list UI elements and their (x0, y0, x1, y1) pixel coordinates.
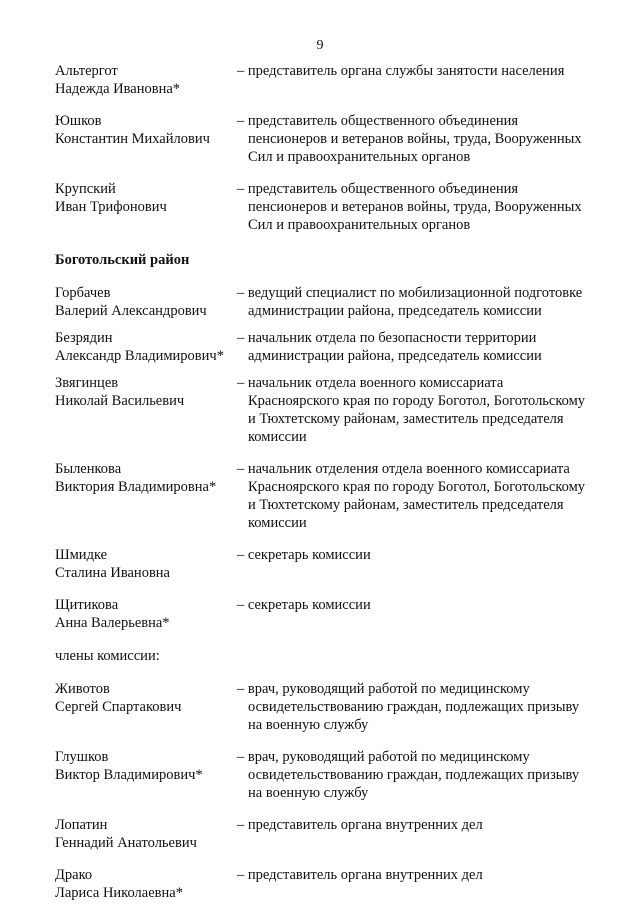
given-names: Надежда Ивановна* (55, 81, 181, 97)
person-name (55, 748, 237, 802)
given-names: Валерий Александрович (55, 303, 207, 319)
given-names: Анна Валерьевна* (55, 615, 170, 631)
given-names: Иван Трифонович (55, 199, 167, 215)
person-name (55, 680, 237, 734)
person-role: – врач, руководящий работой по медицинскому освидетельствованию граждан, подлежащих призыву на военную службу (237, 680, 595, 734)
commission-list (55, 62, 595, 902)
given-names: Александр Владимирович* (55, 348, 224, 364)
surname: Глушков (55, 749, 109, 765)
person-role: – представитель общественного объединения пенсионеров и ветеранов войны, труда, Вооруженных Сил и правоохранительных органов (237, 112, 595, 166)
surname: Шмидке (55, 547, 108, 563)
surname: Юшков (55, 113, 102, 129)
person-role: – представитель органа службы занятости населения (237, 62, 595, 98)
given-names: Николай Васильевич (55, 393, 185, 409)
list-entry (55, 374, 595, 446)
page-number: 9 (316, 38, 324, 53)
surname: Безрядин (55, 330, 113, 346)
person-role: – секретарь комиссии (237, 546, 595, 582)
person-name (55, 460, 237, 532)
list-entry (55, 329, 595, 365)
given-names: Сергей Спартакович (55, 699, 182, 715)
list-entry (55, 596, 595, 632)
surname: Животов (55, 681, 110, 697)
list-entry (55, 866, 595, 902)
list-entry (55, 460, 595, 532)
given-names: Виктория Владимировна* (55, 479, 217, 495)
surname: Лопатин (55, 817, 108, 833)
list-entry (55, 680, 595, 734)
surname: Щитикова (55, 597, 119, 613)
list-entry (55, 112, 595, 166)
person-name (55, 112, 237, 166)
person-name (55, 866, 237, 902)
person-role: – ведущий специалист по мобилизационной подготовке администрации района, председатель комиссии (237, 284, 595, 320)
members-label: члены комиссии: (55, 648, 160, 664)
list-entry (55, 180, 595, 234)
surname: Горбачев (55, 285, 111, 301)
surname: Альтергот (55, 63, 118, 79)
surname: Драко (55, 867, 93, 883)
section-title: Боготольский район (55, 252, 190, 268)
person-name (55, 329, 237, 365)
given-names: Сталина Ивановна (55, 565, 170, 581)
person-role: – начальник отдела военного комиссариата Красноярского края по городу Боготол, Боготольскому и Тюхтетскому районам, заместитель председателя комиссии (237, 374, 595, 446)
surname: Звягинцев (55, 375, 119, 391)
given-names: Виктор Владимирович* (55, 767, 203, 783)
given-names: Геннадий Анатольевич (55, 835, 197, 851)
person-name (55, 596, 237, 632)
list-entry (55, 748, 595, 802)
person-name (55, 816, 237, 852)
list-entry (55, 62, 595, 98)
person-name (55, 180, 237, 234)
person-role: – начальник отделения отдела военного комиссариата Красноярского края по городу Боготол, Боготольскому и Тюхтетскому районам, заместитель председателя комиссии (237, 460, 595, 532)
person-name (55, 374, 237, 446)
person-role: – представитель органа внутренних дел (237, 816, 595, 852)
given-names: Лариса Николаевна* (55, 885, 183, 901)
person-role: – представитель общественного объединения пенсионеров и ветеранов войны, труда, Вооруженных Сил и правоохранительных органов (237, 180, 595, 234)
person-name (55, 62, 237, 98)
person-role: – секретарь комиссии (237, 596, 595, 632)
surname: Крупский (55, 181, 116, 197)
list-entry (55, 816, 595, 852)
person-role: – врач, руководящий работой по медицинскому освидетельствованию граждан, подлежащих призыву на военную службу (237, 748, 595, 802)
given-names: Константин Михайлович (55, 131, 210, 147)
person-role: – начальник отдела по безопасности территории администрации района, председатель комиссии (237, 329, 595, 365)
list-entry (55, 284, 595, 320)
surname: Быленкова (55, 461, 122, 477)
person-name (55, 284, 237, 320)
person-role: – представитель органа внутренних дел (237, 866, 595, 902)
list-entry (55, 546, 595, 582)
person-name (55, 546, 237, 582)
